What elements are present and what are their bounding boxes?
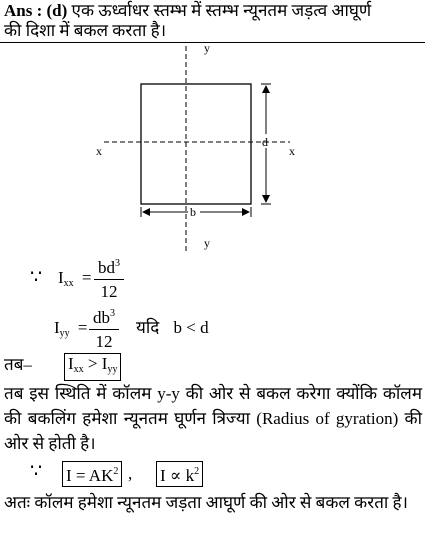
tab-label: तब– — [4, 355, 32, 374]
x-left-label: x — [96, 144, 102, 158]
inequality-i2-sub: yy — [107, 364, 118, 375]
eq2-condition-expr: b < d — [173, 318, 209, 337]
x-right-label: x — [289, 144, 295, 158]
y-top-label: y — [204, 42, 210, 55]
y-bottom-label: y — [204, 236, 210, 250]
eq2-lhs — [54, 318, 88, 344]
inequality-i1-sub: xx — [73, 364, 84, 375]
explanation-paragraph: तब इस स्थिति में कॉलम y-y की ओर से बकल करेगा क्योंकि कॉलम की बकलिंग हमेशा न्यूनतम घूर्णन त्रिज्या (Radius of gyration) की ओर से होती है। — [4, 384, 422, 453]
eq2-num-text: db — [93, 308, 110, 327]
answer-text-1: एक ऊर्ध्वाधर स्तम्भ में स्तम्भ न्यूनतम जड़त्व आघूर्ण — [71, 1, 372, 20]
conclusion-paragraph: अतः कॉलम हमेशा न्यूनतम जड़ता आघूर्ण की ओर से बकल करता है। — [4, 493, 409, 512]
eq1-numerator — [94, 254, 124, 278]
d-label: d — [262, 135, 268, 149]
eq1-lhs — [58, 268, 92, 294]
eq1-fraction-bar — [94, 279, 124, 280]
formula-box-2 — [156, 461, 203, 487]
answer-line-1 — [4, 1, 371, 21]
inequality-box — [64, 353, 121, 381]
inequality-i1: I — [68, 354, 74, 373]
formula-box-1 — [62, 461, 122, 487]
answer-text-2: की दिशा में बकल करता है। — [4, 21, 167, 40]
eq2-condition — [136, 318, 209, 338]
formula-1-sup: 2 — [113, 466, 119, 477]
eq1-lhs-symbol: I — [58, 268, 64, 287]
eq2-numerator — [89, 304, 119, 328]
eq1-because: ∵ — [30, 267, 43, 288]
column-section-diagram — [90, 42, 310, 262]
eq1-num-text: bd — [98, 258, 115, 277]
formula-1-text: I = AK — [66, 466, 114, 485]
eq2-lhs-sub: yy — [59, 328, 70, 339]
eq1-fraction — [94, 254, 124, 302]
eq1-equals: = — [81, 268, 92, 287]
answer-label: Ans : (d) — [4, 1, 68, 20]
inequality-i2: I — [101, 354, 108, 373]
b-label: b — [190, 205, 196, 219]
eq2-num-sup: 3 — [110, 308, 115, 319]
eq2-denominator: 12 — [95, 332, 113, 351]
eq2-fraction-bar — [89, 329, 119, 330]
formula-separator: , — [128, 464, 133, 483]
inequality-operator: > — [87, 354, 98, 373]
eq2-lhs-symbol: I — [54, 318, 60, 337]
section-rectangle — [141, 84, 251, 204]
diagram-svg — [90, 42, 310, 257]
answer-line-2 — [4, 21, 166, 41]
eq1-lhs-sub: xx — [63, 278, 74, 289]
eq1-num-sup: 3 — [115, 258, 120, 269]
eq2-condition-word: यदि — [136, 318, 160, 337]
eq2-fraction — [89, 304, 119, 352]
formula-2-text: I ∝ k — [160, 466, 195, 485]
eq1-denominator: 12 — [100, 282, 118, 301]
eq2-equals: = — [77, 318, 88, 337]
formula-2-sup: 2 — [194, 466, 200, 477]
formula-because: ∵ — [30, 461, 43, 482]
